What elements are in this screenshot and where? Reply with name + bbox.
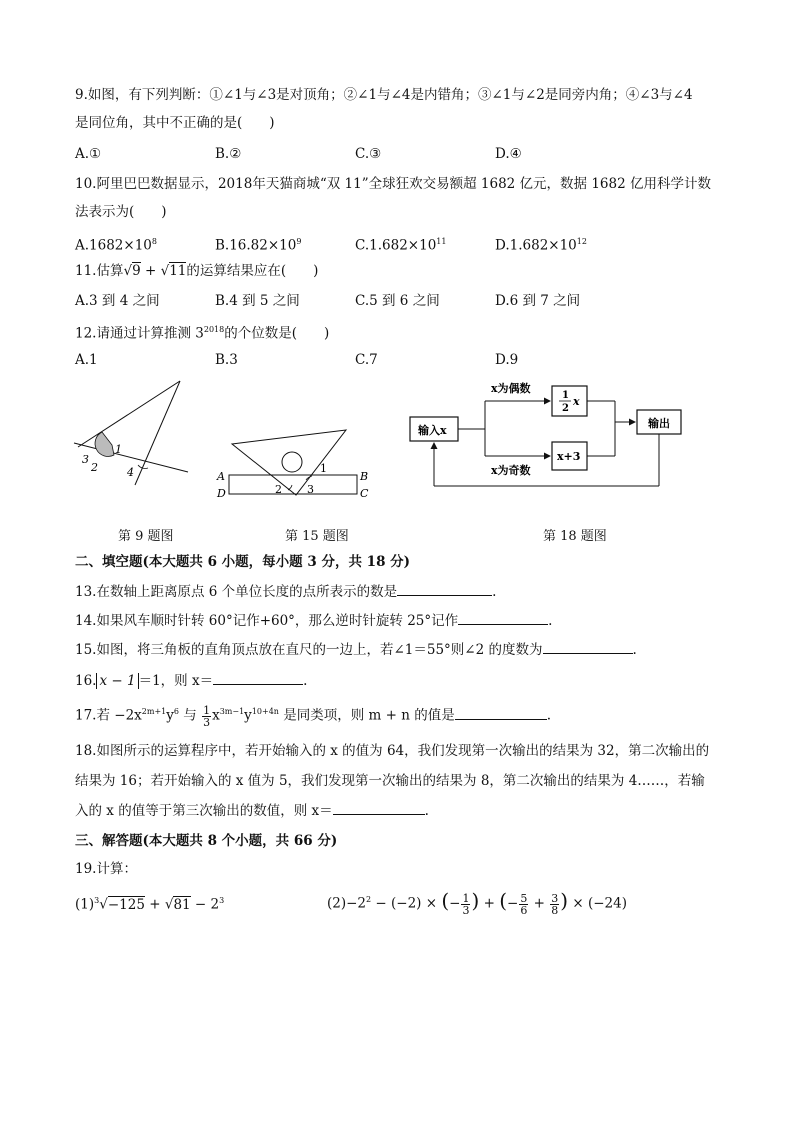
fig9-label-1: 1 bbox=[115, 443, 122, 456]
figure-9 bbox=[70, 375, 200, 490]
fig15-caption: 第 15 题图 bbox=[285, 529, 349, 544]
fig18-output-label: 输出 bbox=[648, 417, 670, 430]
section2-title: 二、填空题(本大题共 6 小题，每小题 3 分，共 18 分) bbox=[75, 554, 411, 570]
q11-stem: 11.估算√9 + √11的运算结果应在( ) bbox=[75, 263, 319, 279]
fig15-label-b: B bbox=[360, 470, 369, 483]
fig9-label-2: 2 bbox=[91, 461, 98, 474]
figure-15 bbox=[214, 420, 374, 500]
q18-line2: 结果为 16；若开始输入的 x 值为 5，我们发现第一次输出的结果为 8，第二次输出的结果为 4……，若输 bbox=[75, 773, 705, 789]
fig9-caption: 第 9 题图 bbox=[118, 529, 174, 544]
fig9-label-3: 3 bbox=[82, 453, 89, 466]
q19-part1: $(1)^3√-125 + √81 - 2^3$ bbox=[75, 896, 225, 913]
q10-option-c: $C.1.682\times 10^{11}$ bbox=[355, 237, 447, 254]
q11-option-d: D.6 到 7 之间 bbox=[495, 293, 581, 309]
q16-stem: 16. x − 1 ＝1，则 x＝ . bbox=[75, 673, 308, 689]
q12-option-d: D.9 bbox=[495, 352, 519, 368]
fig18-odd-label: x为奇数 bbox=[491, 464, 531, 477]
q11-option-b: B.4 到 5 之间 bbox=[215, 293, 300, 309]
q9-stem-line1: 9.如图，有下列判断：①∠1与∠3是对顶角；②∠1与∠4是内错角；③∠1与∠2是同旁内角；④∠3与∠4 bbox=[75, 87, 693, 103]
fig15-label-2: 2 bbox=[275, 483, 282, 496]
q9-option-c: C.③ bbox=[355, 146, 382, 162]
q9-stem-line2: 是同位角，其中不正确的是( ) bbox=[75, 115, 275, 131]
q19-title: 19.计算： bbox=[75, 861, 137, 877]
section3-title: 三、解答题(本大题共 8 个小题，共 66 分) bbox=[75, 833, 338, 849]
q15-stem: 15.如图，将三角板的直角顶点放在直尺的一边上，若∠1＝55°则∠2 的度数为 . bbox=[75, 642, 637, 658]
q9-option-b: B.② bbox=[215, 146, 242, 162]
fig9-label-4: 4 bbox=[127, 466, 134, 479]
q11-option-c: C.5 到 6 之间 bbox=[355, 293, 440, 309]
fig18-plus3-label: x+3 bbox=[557, 450, 581, 463]
q18-line3: 入的 x 的值等于第三次输出的数值，则 x＝ . bbox=[75, 803, 429, 819]
fig18-half-den: 2 bbox=[562, 403, 569, 414]
q19-part2: $(2)-2^2 - (-2)$ × (− $\frac{1}{3}$ ) + (− $\frac{5}{6}$ + $\frac{3}{8}$ ) × (−24) bbox=[327, 888, 627, 917]
q18-line1: 18.如图所示的运算程序中，若开始输入的 x 的值为 64，我们发现第一次输出的结果为 32，第二次输出的 bbox=[75, 743, 710, 759]
fig18-half-var: x bbox=[573, 395, 580, 408]
q13-stem: 13.在数轴上距离原点 6 个单位长度的点所表示的数是 . bbox=[75, 584, 497, 600]
q10-stem-line1: 10.阿里巴巴数据显示，2018年天猫商城“双 11”全球狂欢交易额超 1682 亿元，数据 1682 亿用科学计数 bbox=[75, 176, 711, 192]
q12-stem: 12.请通过计算推测 $3^{2018}$的个位数是( ) bbox=[75, 325, 330, 342]
fig15-label-3: 3 bbox=[307, 483, 314, 496]
q12-option-b: B.3 bbox=[215, 352, 238, 368]
q17-stem: 17.若 $-2x^{2m+1}y^6$ 与 $\frac{1}{3}$ $x^{3m-1}y^{10+4n}$ 是同类项，则 m + n 的值是 . bbox=[75, 703, 551, 729]
fig18-even-label: x为偶数 bbox=[491, 382, 531, 395]
q14-stem: 14.如果风车顺时针转 60°记作+60°，那么逆时针旋转 25°记作 . bbox=[75, 613, 553, 629]
fig15-label-1: 1 bbox=[320, 462, 327, 475]
fig18-caption: 第 18 题图 bbox=[543, 529, 607, 544]
fig18-half-num: 1 bbox=[562, 390, 569, 401]
q9-option-d: D.④ bbox=[495, 146, 522, 162]
q9-option-a: A.① bbox=[75, 146, 102, 162]
fig15-label-c: C bbox=[360, 487, 369, 500]
q11-option-a: A.3 到 4 之间 bbox=[75, 293, 160, 309]
fig15-label-d: D bbox=[217, 487, 226, 500]
q10-option-a: $A.1682\times 10^8$ bbox=[75, 237, 157, 254]
q10-option-b: $B.16.82\times 10^9$ bbox=[215, 237, 302, 254]
q10-stem-line2: 法表示为( ) bbox=[75, 204, 167, 220]
q12-option-c: C.7 bbox=[355, 352, 378, 368]
fig18-input-label: 输入x bbox=[418, 424, 447, 437]
q10-option-d: $D.1.682\times 10^{12}$ bbox=[495, 237, 587, 254]
fig15-label-a: A bbox=[217, 470, 225, 483]
angle-marker-fig9 bbox=[95, 432, 114, 456]
figure-18-flowchart bbox=[405, 370, 705, 495]
q12-option-a: A.1 bbox=[75, 352, 98, 368]
